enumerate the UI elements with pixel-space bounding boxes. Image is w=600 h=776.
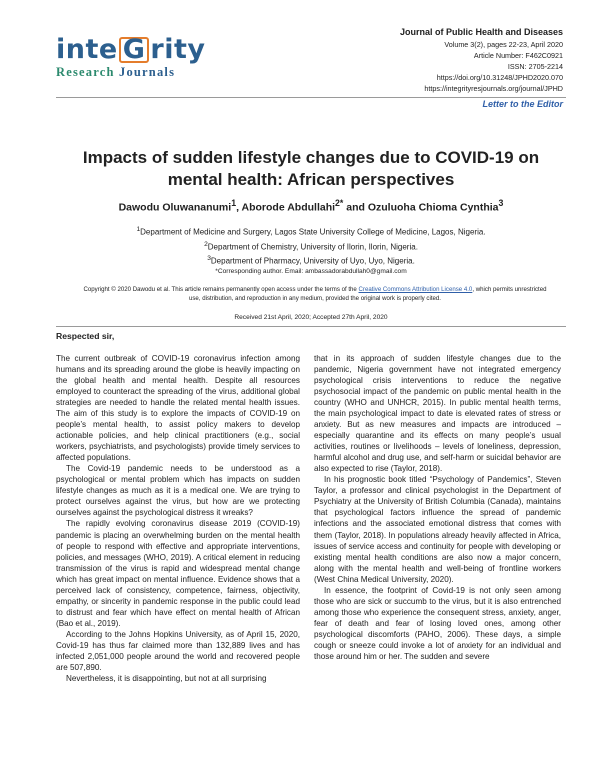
body-paragraph: that in its approach of sudden lifestyle changes due to the pandemic, Nigeria government have not integrated emergency psychological crisis interventions to reduce the negative psychosocial impact of the pandemic on public mental health in the country (WHO and UNHCR, 2015). In public mental health terms, the main psychological impact to date is elevated rates of stress or anxiety. But as new measures and impacts are introduced – especially quarantine and its effects on many people’s usual activities, routines or livelihoods – levels of loneliness, depression, harmful alcohol and drug use, and self-harm or suicidal behavior are also expected to rise (Taylor, 2018). <box>314 354 561 474</box>
affiliation-marker: 1 <box>136 226 141 233</box>
journal-name: Journal of Public Health and Diseases <box>399 27 563 37</box>
author-name: Aborode Abdullahi <box>241 201 336 214</box>
article-number: Article Number: F462C0921 <box>473 51 563 60</box>
logo-sub-part: Research <box>56 65 115 79</box>
affiliations <box>56 224 566 268</box>
doi-link[interactable]: https://doi.org/10.31248/JPHD2020.070 <box>436 73 563 82</box>
copyright-notice <box>80 285 550 303</box>
author-separator: and <box>343 201 368 214</box>
affiliation-marker: 2 <box>204 240 208 248</box>
header-divider <box>56 97 566 98</box>
journal-issn: ISSN: 2705-2214 <box>507 62 563 71</box>
body-column-left <box>56 353 300 684</box>
author-affil-marker: 3 <box>498 198 504 208</box>
article-title: Impacts of sudden lifestyle changes due to COVID-19 on mental health: African perspectives <box>82 148 540 189</box>
author-list <box>56 198 566 214</box>
body-paragraph: In essence, the footprint of Covid-19 is not only seen among those who are sick or succumb to the virus, but it is also entrenched among those who experience the consequent stress, anxiety, anger, fear of death and fear of losing loved ones, among other psychological discomforts (PAHO, 2006). These days, a simple cough or sneeze could invoke a lot of anxiety for an individual and those around him or her. The sudden and severe <box>314 585 561 661</box>
logo-word-part: inte <box>56 34 118 65</box>
corresponding-author: *Corresponding author. Email: ambassadorabdullah0@gmail.com <box>215 268 407 275</box>
author-affil-marker: 2* <box>335 198 344 208</box>
body-column-right <box>314 353 561 662</box>
affiliation-line <box>56 239 566 254</box>
body-paragraph: The current outbreak of COVID-19 coronavirus infection among humans and its spreading around the globe is heavily impacting on the global health and mental health. Despite all resources employed to counteract the spreading of the virus, additional global strategies are needed to handle the related mental health issues. The aim of this study is to explore the impacts of COVID-19 on people’s mental health, to assist policy makers to develop actionable policies, and help clinical practitioners (e.g., social workers, psychiatrists, and psychologists) provide timely services to affected populations. <box>56 354 300 463</box>
author-name: Dawodu Oluwananumi <box>118 201 232 214</box>
logo-subtitle <box>56 65 205 80</box>
body-paragraph: The rapidly evolving coronavirus disease 2019 (COVID-19) pandemic is placing an overwhelming burden on the mental health of people to respond with effective and appropriate interventions, policies, and messages (WHO, 2019). A critical element in reducing transmission of the virus is rapid and widespread mental change which has great impact on mental influence. Evidence shows that a perceived lack of consistency, competence, fairness, objectivity, empathy, or sincerity in pandemic response in the public could lead to distrust and fear which have effect on mental health of African (Bao et al., 2019). <box>56 519 300 628</box>
body-paragraph: Nevertheless, it is disappointing, but not at all surprising <box>66 673 267 683</box>
author-name: Ozuluoha Chioma Cynthia <box>367 201 499 214</box>
license-link[interactable]: Creative Commons Attribution License 4.0 <box>358 286 473 293</box>
logo-word-part: rity <box>150 34 206 65</box>
affiliation-text: Department of Pharmacy, University of Uyo, Uyo, Nigeria. <box>210 256 415 266</box>
affiliation-marker: 3 <box>207 255 211 263</box>
received-dates: Received 21st April, 2020; Accepted 27th April, 2020 <box>234 314 388 321</box>
author-separator: , <box>236 201 242 214</box>
logo-wordmark <box>56 36 205 64</box>
body-paragraph: The Covid-19 pandemic needs to be understood as a psychological or mental problem which has impacts on sudden lifestyle changes as much as it is a medical one. We are trying to protect ourselves against the virus, but how are we protecting ourselves against the psychological distress it wreaks? <box>56 464 300 518</box>
affiliation-text: Department of Chemistry, University of Ilorin, Ilorin, Nigeria. <box>207 242 418 252</box>
copyright-text: , which permits unrestricted use, distribution, and reproduction in any medium, provided the original work is properly cited. <box>188 286 547 302</box>
journal-url[interactable]: https://integrityresjournals.org/journal/JPHD <box>424 84 563 93</box>
article-type: Letter to the Editor <box>482 99 563 109</box>
affiliation-line <box>56 253 566 268</box>
logo-word-boxed-letter: G <box>119 37 150 63</box>
journal-logo <box>56 36 205 80</box>
copyright-text: Copyright © 2020 Dawodu et al. This article remains permanently open access under the terms of the <box>83 286 359 293</box>
body-paragraph: In his prognostic book titled “Psychology of Pandemics”, Steven Taylor, a professor and clinical psychologist in the Department of Psychiatry at the University of British Columbia (Canada), maintains that psychological factors influence the spread of pandemic infections and the associated emotional distress that comes with them (Taylor, 2018). In populations already heavily affected in Africa, issues of service access and continuity for people with developing or existing mental health conditions are also now a major concern, along with the mental health and well-being of frontline workers (West China Medical University, 2020). <box>314 475 561 584</box>
salutation: Respected sir, <box>56 331 115 341</box>
journal-volume: Volume 3(2), pages 22-23, April 2020 <box>444 40 563 49</box>
affiliation-text: Department of Medicine and Surgery, Lagos State University College of Medicine, Lagos, Nigeria. <box>140 227 486 237</box>
body-paragraph: According to the Johns Hopkins University, as of April 15, 2020, Covid-19 has thus far claimed more than 132,889 lives and has infected 2,051,000 people around the world and recovered people are 507,890. <box>56 629 300 672</box>
body-divider <box>56 326 566 327</box>
logo-sub-part: Journals <box>119 65 176 79</box>
affiliation-line <box>56 224 566 239</box>
author-affil-marker: 1 <box>231 198 237 208</box>
journal-info <box>400 26 563 94</box>
